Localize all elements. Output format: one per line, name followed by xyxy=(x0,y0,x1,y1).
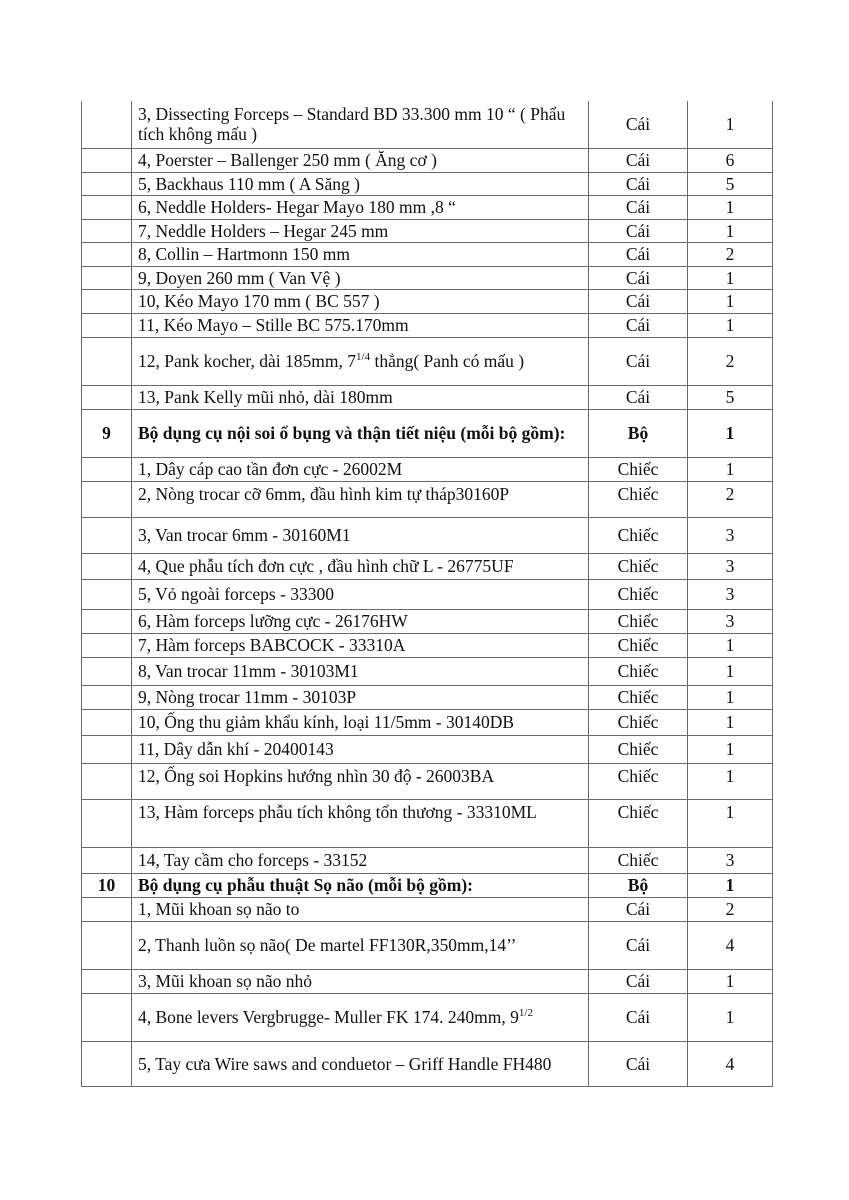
item-row xyxy=(82,313,773,337)
item-unit: Cái xyxy=(589,101,688,148)
row-number xyxy=(82,289,132,313)
item-row xyxy=(82,148,773,172)
item-quantity: 6 xyxy=(688,148,773,172)
equipment-table-body xyxy=(82,101,773,1086)
item-name: 1, Dây cáp cao tần đơn cực - 26002M xyxy=(132,457,589,481)
item-name: Bộ dụng cụ phẫu thuật Sọ não (mỗi bộ gồm): xyxy=(132,873,589,897)
item-quantity: 1 xyxy=(688,993,773,1041)
item-row xyxy=(82,609,773,633)
item-unit: Cái xyxy=(589,921,688,969)
item-row xyxy=(82,685,773,709)
item-name: 2, Thanh luồn sọ não( De martel FF130R,350mm,14’’ xyxy=(132,921,589,969)
item-row xyxy=(82,289,773,313)
item-unit: Chiếc xyxy=(589,847,688,873)
row-number xyxy=(82,517,132,553)
item-name-superscript: 1/2 xyxy=(518,1007,533,1019)
item-unit: Chiếc xyxy=(589,735,688,763)
item-unit: Cái xyxy=(589,289,688,313)
item-quantity: 1 xyxy=(688,409,773,457)
item-name: 5, Backhaus 110 mm ( A Săng ) xyxy=(132,172,589,195)
row-number xyxy=(82,609,132,633)
item-unit: Chiếc xyxy=(589,481,688,517)
item-row xyxy=(82,921,773,969)
row-number xyxy=(82,481,132,517)
item-quantity: 1 xyxy=(688,195,773,219)
row-number xyxy=(82,457,132,481)
row-number xyxy=(82,633,132,657)
item-row xyxy=(82,242,773,266)
item-name: 4, Poerster – Ballenger 250 mm ( Ăng cơ ) xyxy=(132,148,589,172)
item-name: 2, Nòng trocar cỡ 6mm, đầu hình kim tự tháp30160P xyxy=(132,481,589,517)
item-quantity: 2 xyxy=(688,337,773,385)
item-name: 8, Collin – Hartmonn 150 mm xyxy=(132,242,589,266)
item-quantity: 1 xyxy=(688,709,773,735)
item-unit: Chiếc xyxy=(589,763,688,799)
item-quantity: 2 xyxy=(688,481,773,517)
item-name: 9, Doyen 260 mm ( Van Vệ ) xyxy=(132,266,589,289)
item-unit: Cái xyxy=(589,148,688,172)
row-number xyxy=(82,266,132,289)
item-unit: Chiếc xyxy=(589,799,688,847)
item-quantity: 5 xyxy=(688,172,773,195)
item-unit: Chiếc xyxy=(589,517,688,553)
row-number xyxy=(82,579,132,609)
item-unit: Cái xyxy=(589,385,688,409)
item-unit: Cái xyxy=(589,313,688,337)
row-number xyxy=(82,313,132,337)
item-unit: Cái xyxy=(589,993,688,1041)
item-row xyxy=(82,457,773,481)
item-name: 6, Neddle Holders- Hegar Mayo 180 mm ,8 “ xyxy=(132,195,589,219)
item-quantity: 4 xyxy=(688,1041,773,1086)
item-name: 12, Ống soi Hopkins hướng nhìn 30 độ - 26003BA xyxy=(132,763,589,799)
item-quantity: 1 xyxy=(688,657,773,685)
row-number xyxy=(82,799,132,847)
item-quantity: 1 xyxy=(688,735,773,763)
row-number xyxy=(82,195,132,219)
item-quantity: 1 xyxy=(688,266,773,289)
row-number xyxy=(82,847,132,873)
row-number xyxy=(82,553,132,579)
item-quantity: 1 xyxy=(688,219,773,242)
item-name: 13, Pank Kelly mũi nhỏ, dài 180mm xyxy=(132,385,589,409)
item-name: 3, Van trocar 6mm - 30160M1 xyxy=(132,517,589,553)
row-number xyxy=(82,657,132,685)
item-row xyxy=(82,735,773,763)
item-row xyxy=(82,897,773,921)
item-unit: Cái xyxy=(589,172,688,195)
row-number xyxy=(82,219,132,242)
item-name: 5, Tay cưa Wire saws and conduetor – Griff Handle FH480 xyxy=(132,1041,589,1086)
item-quantity: 5 xyxy=(688,385,773,409)
item-name: 10, Kéo Mayo 170 mm ( BC 557 ) xyxy=(132,289,589,313)
item-unit: Chiếc xyxy=(589,457,688,481)
item-unit: Cái xyxy=(589,219,688,242)
item-row xyxy=(82,799,773,847)
item-row xyxy=(82,337,773,385)
row-number: 10 xyxy=(82,873,132,897)
item-name-text: 4, Bone levers Vergbrugge- Muller FK 174. 240mm, 9 xyxy=(138,1007,519,1027)
item-name: 6, Hàm forceps lưỡng cực - 26176HW xyxy=(132,609,589,633)
row-number xyxy=(82,337,132,385)
item-name: 9, Nòng trocar 11mm - 30103P xyxy=(132,685,589,709)
equipment-table xyxy=(81,101,773,1087)
item-quantity: 1 xyxy=(688,289,773,313)
row-number: 9 xyxy=(82,409,132,457)
item-quantity: 1 xyxy=(688,873,773,897)
item-row xyxy=(82,633,773,657)
item-name: 14, Tay cầm cho forceps - 33152 xyxy=(132,847,589,873)
item-row xyxy=(82,172,773,195)
item-name: 4, Que phẫu tích đơn cực , đầu hình chữ L - 26775UF xyxy=(132,553,589,579)
item-unit: Cái xyxy=(589,897,688,921)
row-number xyxy=(82,763,132,799)
item-row xyxy=(82,101,773,148)
item-name xyxy=(132,993,589,1041)
item-quantity: 1 xyxy=(688,969,773,993)
item-unit: Chiếc xyxy=(589,579,688,609)
item-quantity: 1 xyxy=(688,101,773,148)
item-row xyxy=(82,657,773,685)
item-row xyxy=(82,219,773,242)
item-row xyxy=(82,847,773,873)
row-number xyxy=(82,969,132,993)
item-unit: Cái xyxy=(589,969,688,993)
item-quantity: 3 xyxy=(688,553,773,579)
item-row xyxy=(82,579,773,609)
group-row xyxy=(82,409,773,457)
item-name: 7, Hàm forceps BABCOCK - 33310A xyxy=(132,633,589,657)
item-name: 11, Dây dẫn khí - 20400143 xyxy=(132,735,589,763)
item-unit: Chiếc xyxy=(589,685,688,709)
row-number xyxy=(82,242,132,266)
item-name-superscript: 1/4 xyxy=(356,351,371,363)
item-quantity: 1 xyxy=(688,685,773,709)
item-quantity: 3 xyxy=(688,609,773,633)
item-name: 7, Neddle Holders – Hegar 245 mm xyxy=(132,219,589,242)
row-number xyxy=(82,709,132,735)
item-quantity: 4 xyxy=(688,921,773,969)
item-row xyxy=(82,1041,773,1086)
item-unit: Cái xyxy=(589,242,688,266)
row-number xyxy=(82,172,132,195)
item-unit: Cái xyxy=(589,1041,688,1086)
item-unit: Chiếc xyxy=(589,553,688,579)
item-unit: Chiếc xyxy=(589,609,688,633)
item-quantity: 1 xyxy=(688,313,773,337)
item-unit: Cái xyxy=(589,195,688,219)
item-row xyxy=(82,195,773,219)
item-quantity: 1 xyxy=(688,799,773,847)
item-name xyxy=(132,337,589,385)
row-number xyxy=(82,1041,132,1086)
item-quantity: 1 xyxy=(688,633,773,657)
item-quantity: 3 xyxy=(688,517,773,553)
item-row xyxy=(82,481,773,517)
item-unit: Cái xyxy=(589,337,688,385)
item-row xyxy=(82,266,773,289)
item-name: 10, Ống thu giảm khẩu kính, loại 11/5mm - 30140DB xyxy=(132,709,589,735)
row-number xyxy=(82,897,132,921)
item-name-text-tail: thẳng( Panh có mấu ) xyxy=(370,351,525,371)
item-name: 5, Vỏ ngoài forceps - 33300 xyxy=(132,579,589,609)
item-row xyxy=(82,993,773,1041)
item-quantity: 3 xyxy=(688,579,773,609)
item-name: 11, Kéo Mayo – Stille BC 575.170mm xyxy=(132,313,589,337)
item-unit: Bộ xyxy=(589,873,688,897)
item-name: 8, Van trocar 11mm - 30103M1 xyxy=(132,657,589,685)
item-quantity: 2 xyxy=(688,242,773,266)
item-quantity: 1 xyxy=(688,457,773,481)
group-row xyxy=(82,873,773,897)
item-row xyxy=(82,763,773,799)
row-number xyxy=(82,385,132,409)
item-unit: Cái xyxy=(589,266,688,289)
item-row xyxy=(82,517,773,553)
item-name: 13, Hàm forceps phẫu tích không tổn thương - 33310ML xyxy=(132,799,589,847)
row-number xyxy=(82,148,132,172)
row-number xyxy=(82,993,132,1041)
item-name-text: 12, Pank kocher, dài 185mm, 7 xyxy=(138,351,357,371)
item-row xyxy=(82,385,773,409)
item-unit: Chiếc xyxy=(589,709,688,735)
item-name: Bộ dụng cụ nội soi ổ bụng và thận tiết niệu (mỗi bộ gồm): xyxy=(132,409,589,457)
row-number xyxy=(82,735,132,763)
item-name: 3, Dissecting Forceps – Standard BD 33.300 mm 10 “ ( Phẩu tích không mấu ) xyxy=(132,101,589,148)
item-quantity: 2 xyxy=(688,897,773,921)
row-number xyxy=(82,921,132,969)
item-quantity: 3 xyxy=(688,847,773,873)
item-unit: Bộ xyxy=(589,409,688,457)
item-row xyxy=(82,553,773,579)
row-number xyxy=(82,101,132,148)
item-unit: Chiếc xyxy=(589,657,688,685)
row-number xyxy=(82,685,132,709)
item-name: 3, Mũi khoan sọ não nhỏ xyxy=(132,969,589,993)
item-row xyxy=(82,969,773,993)
item-name: 1, Mũi khoan sọ não to xyxy=(132,897,589,921)
item-unit: Chiếc xyxy=(589,633,688,657)
item-quantity: 1 xyxy=(688,763,773,799)
item-row xyxy=(82,709,773,735)
